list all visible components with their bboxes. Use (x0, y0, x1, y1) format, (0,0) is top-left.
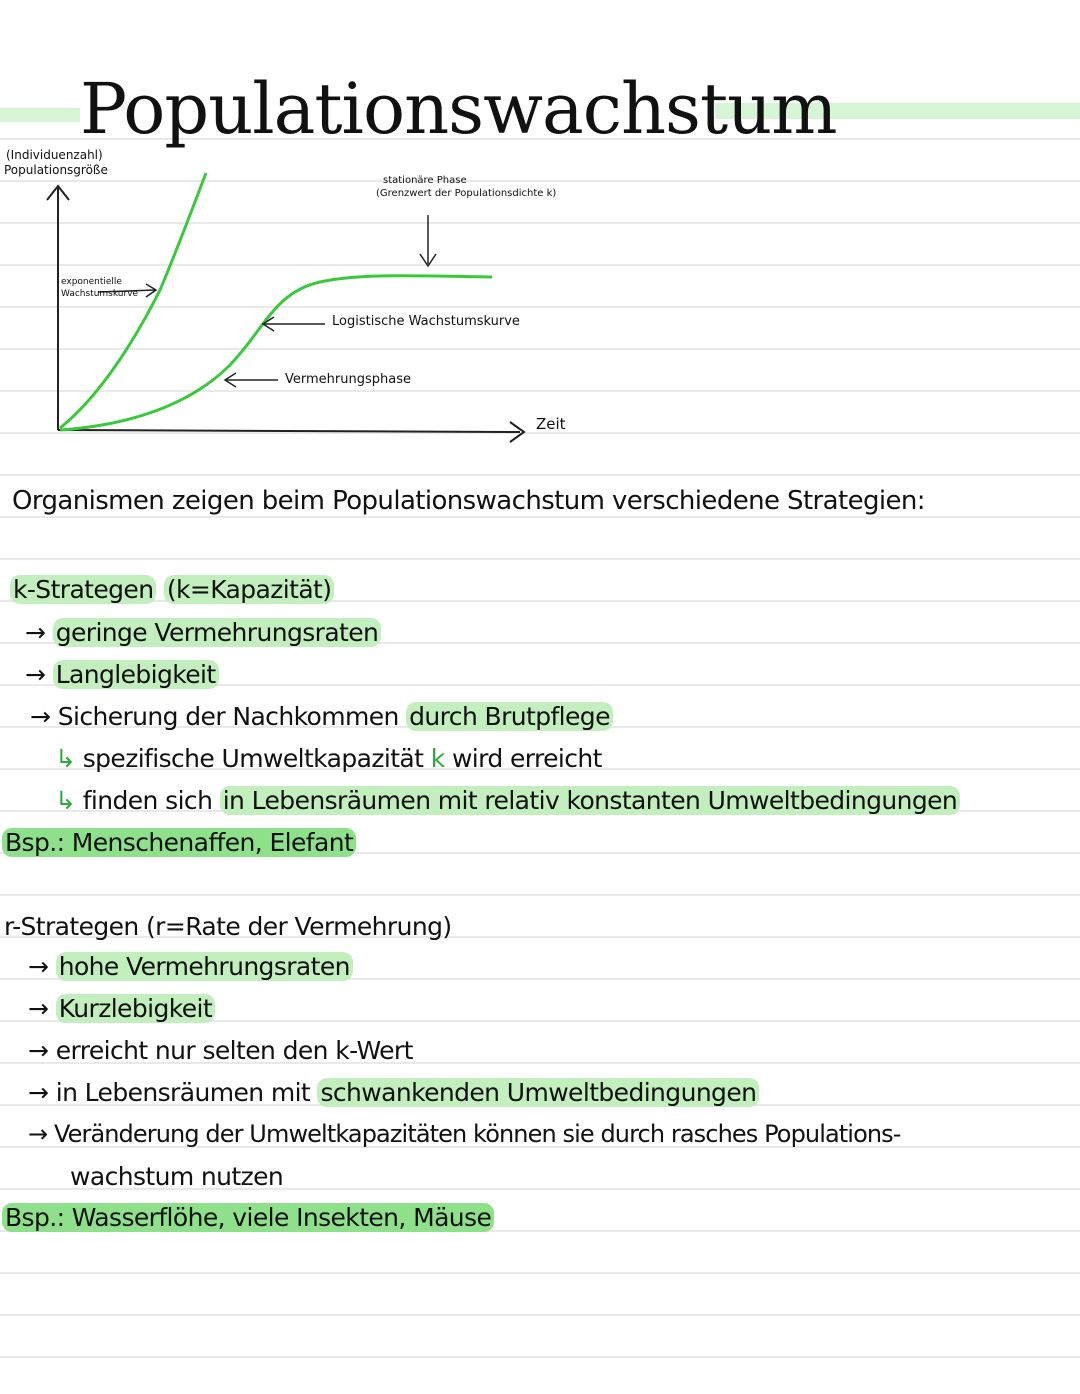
label-exponential-line1: exponentielle (61, 277, 122, 287)
k-heading-paren: (k=Kapazität) (164, 575, 335, 604)
k-item-1: → geringe Vermehrungsraten (25, 618, 381, 647)
r-item-2: → Kurzlebigkeit (28, 994, 215, 1023)
r-example-highlight: Bsp.: Wasserflöhe, viele Insekten, Mäuse (2, 1203, 494, 1232)
arrow-right-icon: → (28, 1078, 49, 1107)
k-heading-term: k-Strategen (10, 575, 156, 604)
arrow-right-icon: → (25, 660, 46, 689)
arrow-right-icon: → (25, 618, 46, 647)
sub-arrow-icon: ↳ (55, 744, 76, 773)
r-heading-paren: (r=Rate der Vermehrung) (146, 912, 452, 941)
k-example (2, 828, 356, 857)
label-reproduction: Vermehrungsphase (285, 372, 411, 387)
label-exponential-line2: Wachstumskurve (61, 289, 139, 299)
arrow-right-icon: → (30, 702, 51, 731)
r-item-4: → in Lebensräumen mit schwankenden Umweltbedingungen (28, 1078, 759, 1107)
sub-arrow-icon: ↳ (55, 786, 76, 815)
label-stationary-line1: stationäre Phase (383, 175, 467, 186)
y-axis-label-line2: Populationsgröße (4, 163, 108, 177)
r-item-5-continued: wachstum nutzen (70, 1162, 284, 1191)
k-example-highlight: Bsp.: Menschenaffen, Elefant (2, 828, 356, 857)
r-item-5: → Veränderung der Umweltkapazitäten können sie durch rasches Populations- (28, 1120, 901, 1148)
intro-text: Organismen zeigen beim Populationswachstum verschiedene Strategien: (12, 486, 925, 516)
r-strategists-heading (4, 912, 452, 941)
label-logistic: Logistische Wachstumskurve (332, 314, 520, 329)
y-axis-label-line1: (Individuenzahl) (6, 148, 103, 162)
k-sub-1: ↳ spezifische Umweltkapazität k wird erreicht (55, 744, 602, 773)
k-item-3: → Sicherung der Nachkommen durch Brutpflege (30, 702, 613, 731)
r-heading-term: r-Strategen (4, 912, 139, 941)
r-item-3: → erreicht nur selten den k-Wert (28, 1036, 413, 1065)
r-example (2, 1203, 494, 1232)
k-sub-2: ↳ finden sich in Lebensräumen mit relativ konstanten Umweltbedingungen (55, 786, 960, 815)
x-axis (58, 430, 520, 432)
exponential-curve (60, 173, 206, 428)
label-stationary-line2: (Grenzwert der Populationsdichte k) (376, 188, 557, 199)
title-highlight-left (0, 108, 80, 122)
r-item-1: → hohe Vermehrungsraten (28, 952, 353, 981)
arrow-right-icon: → (28, 1036, 49, 1065)
page-title: Populationswachstum (80, 68, 837, 150)
arrow-right-icon: → (28, 994, 49, 1023)
x-axis-label: Zeit (536, 415, 566, 433)
k-strategists-heading (10, 575, 334, 604)
arrow-right-icon: → (28, 952, 49, 981)
arrow-right-icon: → (28, 1120, 48, 1148)
k-item-2: → Langlebigkeit (25, 660, 219, 689)
